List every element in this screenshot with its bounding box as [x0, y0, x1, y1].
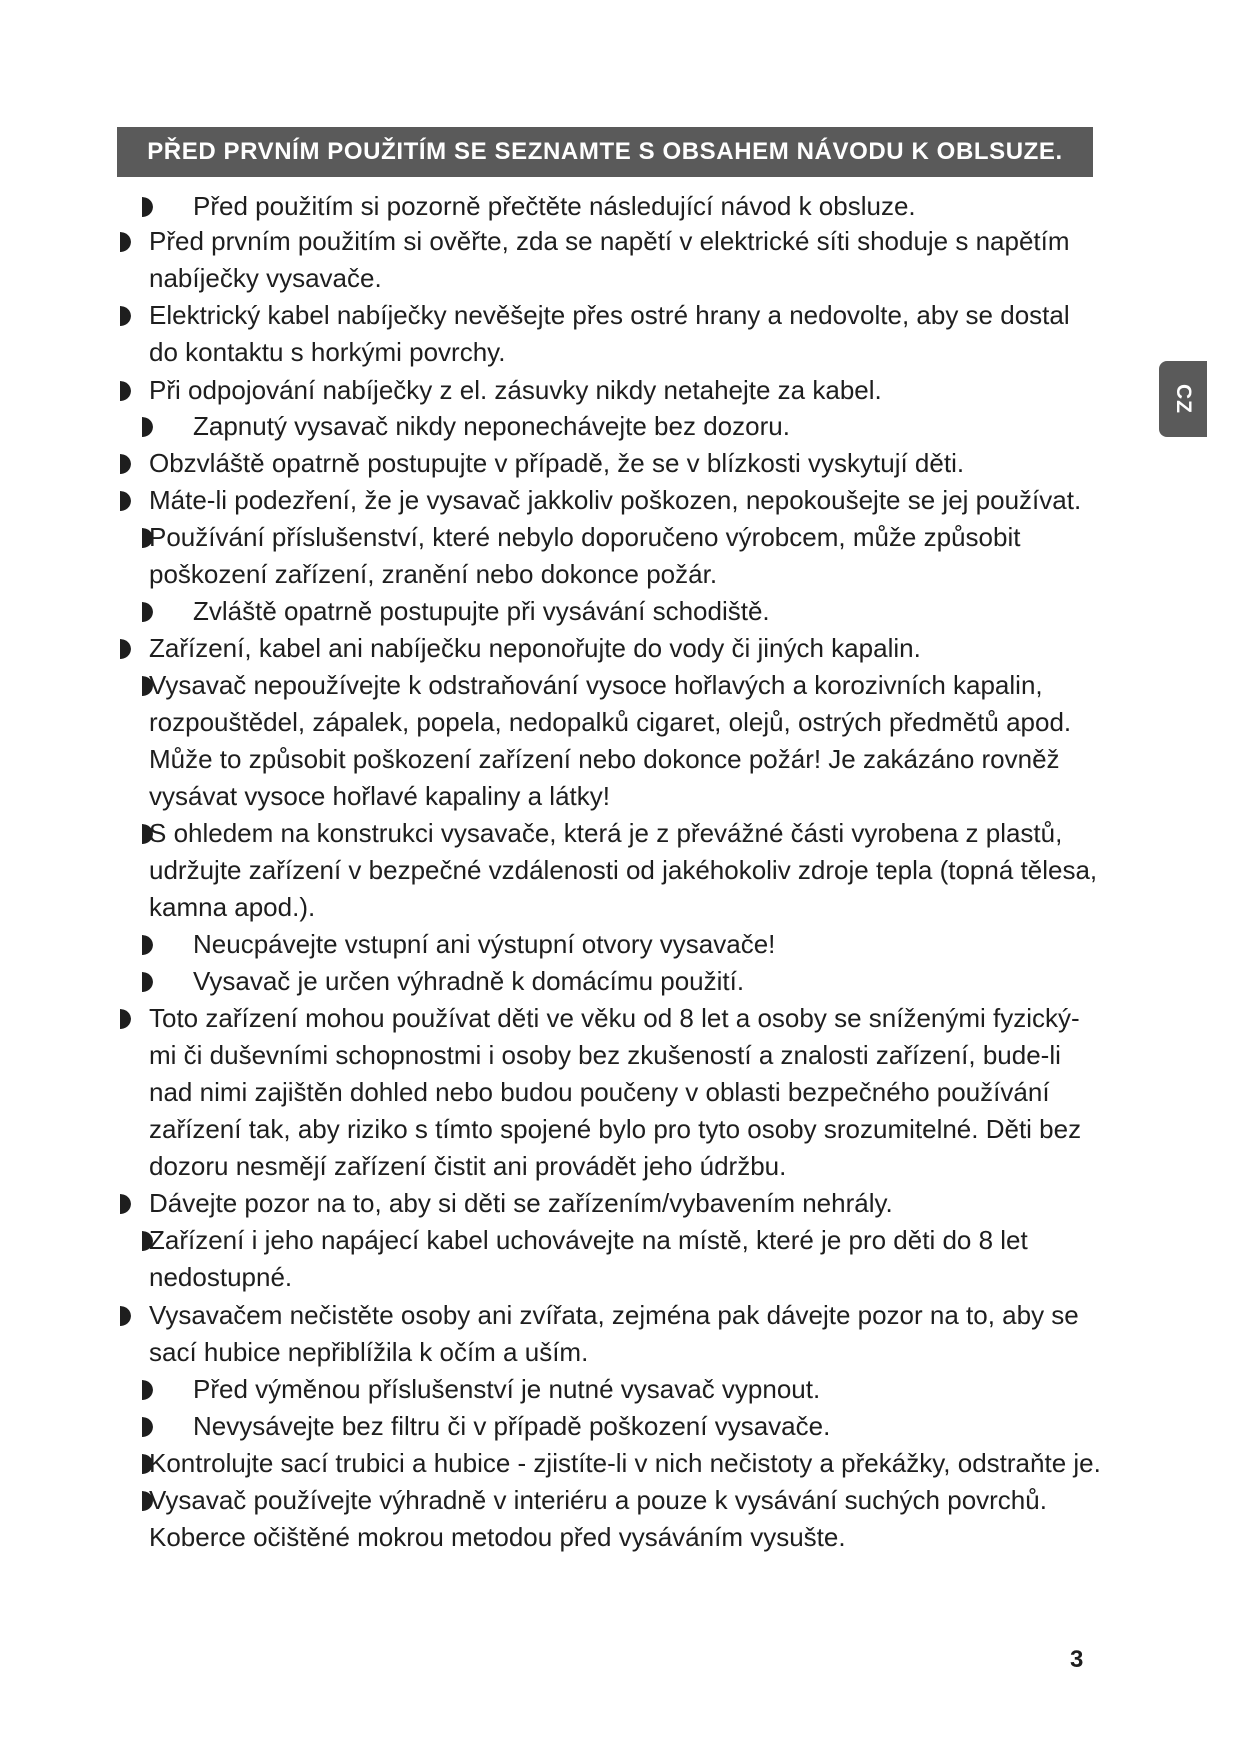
- list-item-line: udržujte zařízení v bezpečné vzdálenosti od jakéhokoliv zdroje tepla (topná tělesa,: [149, 855, 1098, 885]
- list-item-line: Používání příslušenství, které nebylo doporučeno výrobcem, může způsobit: [149, 522, 1021, 552]
- list-item: [149, 815, 1097, 926]
- list-item-line: Dávejte pozor na to, aby si děti se zařízením/vybavením nehrály.: [149, 1188, 893, 1218]
- list-item: [193, 593, 770, 630]
- bullet-icon: [120, 306, 131, 326]
- list-item-line: zařízení tak, aby riziko s tímto spojené bylo pro tyto osoby srozumitelné. Děti bez: [149, 1114, 1082, 1144]
- list-item: [149, 223, 1070, 297]
- list-item-line: Neucpávejte vstupní ani výstupní otvory vysavače!: [193, 929, 776, 959]
- list-item: [149, 667, 1071, 815]
- bullet-icon: [142, 417, 153, 437]
- bullet-icon: [120, 232, 131, 252]
- list-item: [193, 408, 790, 445]
- section-header: [117, 127, 1093, 177]
- list-item: [149, 630, 921, 667]
- bullet-icon: [142, 1417, 153, 1437]
- list-item: [149, 1482, 1047, 1556]
- list-item-line: rozpouštědel, zápalek, popela, nedopalků cigaret, olejů, ostrých předmětů apod.: [149, 707, 1072, 737]
- list-item: [149, 1185, 893, 1222]
- list-item-line: Před výměnou příslušenství je nutné vysavač vypnout.: [193, 1374, 821, 1404]
- list-item-line: sací hubice nepřiblížila k očím a uším.: [149, 1337, 589, 1367]
- list-item-line: Vysavač je určen výhradně k domácímu použití.: [193, 966, 745, 996]
- bullet-icon: [142, 972, 153, 992]
- list-item-line: Zařízení i jeho napájecí kabel uchovávejte na místě, které je pro děti do 8 let: [149, 1225, 1028, 1255]
- bullet-icon: [120, 491, 131, 511]
- bullet-icon: [120, 381, 131, 401]
- list-item-line: Vysavačem nečistěte osoby ani zvířata, zejména pak dávejte pozor na to, aby se: [149, 1300, 1079, 1330]
- list-item-line: Obzvláště opatrně postupujte v případě, že se v blízkosti vyskytují děti.: [149, 448, 965, 478]
- bullet-icon: [120, 1194, 131, 1214]
- list-item-line: Zvláště opatrně postupujte při vysávání schodiště.: [193, 596, 770, 626]
- list-item-line: Vysavač používejte výhradně v interiéru a pouze k vysávání suchých povrchů.: [149, 1485, 1047, 1515]
- bullet-icon: [142, 602, 153, 622]
- list-item-line: Zařízení, kabel ani nabíječku neponořujte do vody či jiných kapalin.: [149, 633, 921, 663]
- language-tab: [1159, 361, 1207, 437]
- list-item: [149, 372, 882, 409]
- list-item-line: Může to způsobit poškození zařízení nebo dokonce požár! Je zakázáno rovněž: [149, 744, 1060, 774]
- list-item: [149, 1222, 1028, 1296]
- list-item-line: kamna apod.).: [149, 892, 316, 922]
- list-item: [149, 482, 1081, 519]
- list-item: [149, 445, 964, 482]
- bullet-icon: [120, 1306, 131, 1326]
- list-item-line: Elektrický kabel nabíječky nevěšejte přes ostré hrany a nedovolte, aby se dostal: [149, 300, 1070, 330]
- list-item: [149, 1000, 1081, 1185]
- list-item-line: mi či duševními schopnostmi i osoby bez zkušeností a znalosti zařízení, bude-li: [149, 1040, 1061, 1070]
- list-item-line: nedostupné.: [149, 1262, 293, 1292]
- list-item-line: poškození zařízení, zranění nebo dokonce požár.: [149, 559, 718, 589]
- list-item-line: Zapnutý vysavač nikdy neponechávejte bez dozoru.: [193, 411, 790, 441]
- bullet-icon: [142, 935, 153, 955]
- list-item-line: Před použitím si pozorně přečtěte následující návod k obsluze.: [193, 191, 916, 221]
- bullet-icon: [120, 639, 131, 659]
- list-item-line: S ohledem na konstrukci vysavače, která je z převážné části vyrobena z plastů,: [149, 818, 1063, 848]
- list-item-line: Kontrolujte sací trubici a hubice - zjistíte-li v nich nečistoty a překážky, odstraňte je.: [149, 1448, 1101, 1478]
- list-item-line: Při odpojování nabíječky z el. zásuvky nikdy netahejte za kabel.: [149, 375, 882, 405]
- list-item-line: nabíječky vysavače.: [149, 263, 382, 293]
- list-item-line: vysávat vysoce hořlavé kapaliny a látky!: [149, 781, 610, 811]
- list-item-line: do kontaktu s horkými povrchy.: [149, 337, 506, 367]
- list-item-line: dozoru nesmějí zařízení čistit ani provádět jeho údržbu.: [149, 1151, 787, 1181]
- list-item-line: Nevysávejte bez filtru či v případě poškození vysavače.: [193, 1411, 831, 1441]
- page-number: 3: [1070, 1646, 1084, 1673]
- list-item-line: Máte-li podezření, že je vysavač jakkoliv poškozen, nepokoušejte se jej používat.: [149, 485, 1082, 515]
- list-item: [193, 963, 744, 1000]
- list-item-line: Před prvním použitím si ověřte, zda se napětí v elektrické síti shoduje s napětím: [149, 226, 1070, 256]
- list-item: [149, 297, 1070, 371]
- section-title: PŘED PRVNÍM POUŽITÍM SE SEZNAMTE S OBSAHEM NÁVODU K OBLSUZE.: [147, 138, 1063, 165]
- list-item-line: nad nimi zajištěn dohled nebo budou poučeny v oblasti bezpečného používání: [149, 1077, 1050, 1107]
- language-tab-label: CZ: [1172, 384, 1195, 414]
- bullet-icon: [142, 197, 153, 217]
- list-item: [149, 1297, 1079, 1371]
- bullet-icon: [142, 1380, 153, 1400]
- list-item: [149, 519, 1020, 593]
- list-item-line: Toto zařízení mohou používat děti ve věku od 8 let a osoby se sníženými fyzický-: [149, 1003, 1080, 1033]
- list-item: [193, 1371, 820, 1408]
- list-item: [193, 188, 916, 225]
- bullet-icon: [120, 1009, 131, 1029]
- list-item-line: Vysavač nepoužívejte k odstraňování vysoce hořlavých a korozivních kapalin,: [149, 670, 1043, 700]
- bullet-icon: [120, 454, 131, 474]
- list-item: [193, 1408, 830, 1445]
- list-item-line: Koberce očištěné mokrou metodou před vysáváním vysušte.: [149, 1522, 846, 1552]
- list-item: [149, 1445, 1101, 1482]
- list-item: [193, 926, 775, 963]
